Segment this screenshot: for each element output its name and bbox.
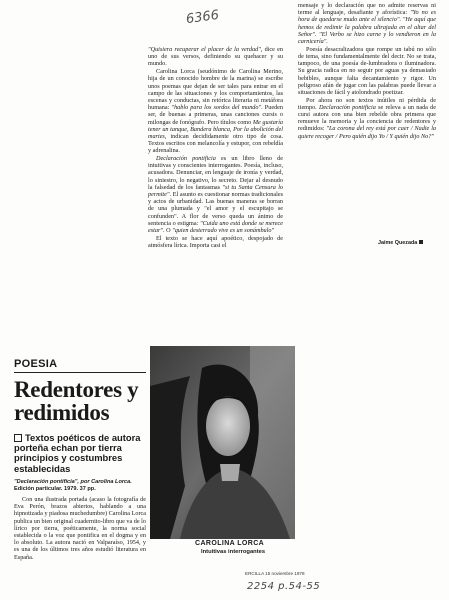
deck-box-icon [14, 434, 22, 442]
deck: Textos poéticos de autora porteña echan por tierra principios y costumbres establecidas [14, 432, 141, 474]
source-line: ERCILLA 15 noviembre 1978 [245, 571, 305, 576]
book-reference: "Declaración pontificia", por Carolina Lorca. Edición particular. 1979. 37 pp. [14, 479, 132, 492]
paragraph-5: Poesía desacralizadora que rompe un tabú no sólo de tema, sino fundamentalmente del decir. No se trata, tampoco, de una poesía de-lumbradora o iluminadora. Su gracia radica en no seguir por aguas ya demasiado bebibles, aunque falta decantamiento y rigor. Un peligroso afán de jugar con las palabras puede llevar a situaciones de fácil y atolondrado poetizar. [298, 45, 436, 96]
intro-paragraph: Con una ilustrada portada (acaso la fotografía de Eva Perón, brazos abiertos, hablando a una hipnotizada y piadosa muchedumbre) Carolina Lorca publica un bien original cuadernito-libro que va de lo lírico por tierra, poéticamente, la norma social establecida o la voz que pontifica en el dogma y en lo absoluto. La autora nació en Valparaíso, 1954, y es una de los últimos tres años estudió literatura en España. [14, 496, 146, 561]
author-photo [150, 346, 295, 539]
opening-paragraph: "Quisiera recuperar el placer de la verdad", dice en uno de sus versos, definiendo su quehacer y su mundo. [148, 46, 283, 68]
byline: Jaime Quezada [378, 240, 423, 246]
column-right [298, 2, 436, 140]
paragraph-1: Carolina Lorca (seudónimo de Carolina Merino, hija de un conocido hombre de la marina) se escribe unos poemas que dejan de ser tales para entrar en el campo de las situaciones y los comportamientos, las escenas y conductas, sin retórica literaria ni metáfora humana: "hablo para los sordos del mundo". Pueden ser, de buenas a primeras, unas canciones cursis o milongas de fonógrafo. Pero títulos como Me gustaría tener un tanque, Bandera blanca, Por la abolición del martes, indican decididamente otro tipo de cosa. Textos escritos con melancolía y estupor, con rebeldía y adrenalina. [148, 68, 284, 155]
paragraph-4: mensaje y lo declaración que no admite reservas ni terme al lenguaje, desafiante y aforística: "Yo no es hora de quedarse mudo ante el silencio". "He aquí que hemos de redimir la palabra ultrajada en el altar del Señor". "El Verbo se hizo carne y lo vendieron en la carnicería". [298, 2, 436, 46]
portrait-image [150, 346, 295, 539]
column-left-bottom [14, 496, 146, 561]
page-reference: 2254 p.54-55 [247, 581, 321, 592]
paragraph-6: Por ahora no son textos inútiles ni pérdida de tiempo. Declaración pontificia se releva a un nada de cursi autora con una bien rebelde obra primera que remueve la memoria y la conciencia de redentores y redimidos: "La corona del rey está por caer / Nadie la quiere recoger / Pero quién dijo Yo / Y quién dijo No?" [298, 96, 437, 140]
clip-number: 6366 [185, 7, 220, 28]
paragraph-2: Declaración pontificia es un libro lleno de intuitivas y conscientes interrogantes. Poesía, incluso, acusadora. Denunciar, en lenguaje de ironía y verdad, lo siniestro, lo negativo, lo secreto. Dejar al desnudo la falsedad de los fantasmas "si tu Santa Censura lo permite". El asunto es cuestionar normas tradicionales y actos de urbanidad. Las buenas maneras se borran de una plumada y "el amor y el escupitajo se confunden". A flor de verso queda un ánimo de sentencia o estigma: "Cuida uno está donde se merece estar". O "quien desterrado vive es un sonámbulo" [148, 155, 284, 235]
section-rule [14, 372, 146, 373]
paragraph-3: El texto se hace aquí apoético, despojado de atmósfera lírica. Importa casi el [148, 234, 283, 249]
end-mark-icon [419, 240, 423, 244]
headline: Redentores y redimidos [14, 377, 139, 425]
caption-name: CAROLINA LORCA [195, 540, 265, 547]
caption-subtitle: Intuitivas interrogantes [201, 549, 266, 555]
section-label: POESIA [14, 358, 58, 370]
column-middle [148, 46, 283, 250]
